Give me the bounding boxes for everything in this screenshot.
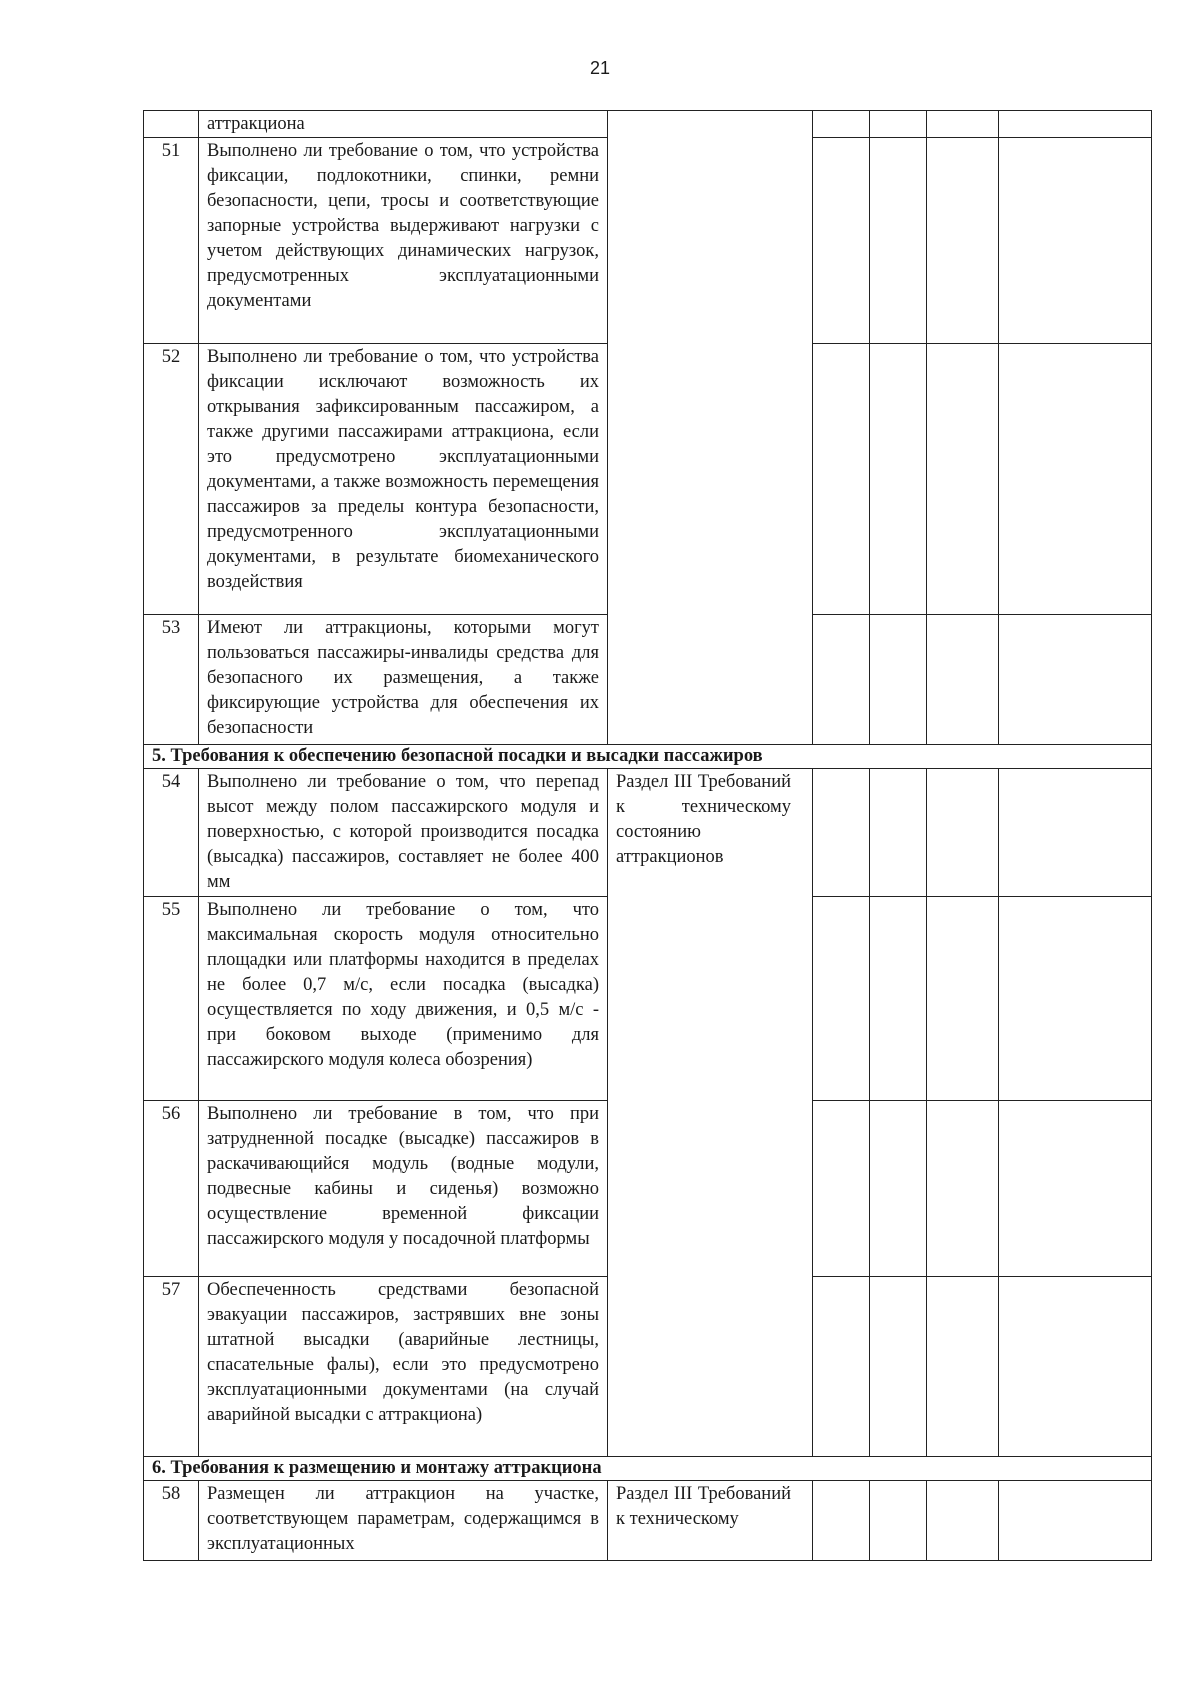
answer-na-cell	[927, 1277, 999, 1457]
answer-yes-cell	[813, 615, 870, 745]
answer-no-cell	[870, 769, 927, 897]
note-cell	[999, 138, 1152, 344]
answer-no-cell	[870, 138, 927, 344]
answer-yes-cell	[813, 344, 870, 615]
row-number: 55	[144, 897, 199, 1101]
question-text: Выполнено ли требование в том, что при затрудненной посадке (высадке) пассажиров в раскачивающийся модуль (водные модули, подвесные кабины и сиденья) возможно осуществление временной фиксации пассажирского модуля у посадочной платформы	[199, 1101, 608, 1277]
answer-yes-cell	[813, 111, 870, 138]
reference-text: Раздел III Требований к техническому состоянию аттракционов	[616, 772, 791, 867]
question-text: Имеют ли аттракционы, которыми могут пользоваться пассажиры-инвалиды средства для безопасного их размещения, а также фиксирующие устройства для обеспечения их безопасности	[199, 615, 608, 745]
section-header-5	[144, 745, 1152, 769]
note-cell	[999, 897, 1152, 1101]
answer-na-cell	[927, 615, 999, 745]
question-text: Размещен ли аттракцион на участке, соответствующем параметрам, содержащимся в эксплуатационных	[199, 1481, 608, 1561]
question-text: Выполнено ли требование о том, что устройства фиксации, подлокотники, спинки, ремни безопасности, цепи, тросы и соответствующие запорные устройства выдерживают нагрузки с учетом действующих динамических нагрузок, предусмотренных эксплуатационными документами	[199, 138, 608, 344]
answer-na-cell	[927, 1101, 999, 1277]
note-cell	[999, 1481, 1152, 1561]
row-number: 56	[144, 1101, 199, 1277]
reference-cell	[608, 111, 813, 745]
note-cell	[999, 344, 1152, 615]
answer-no-cell	[870, 615, 927, 745]
answer-yes-cell	[813, 1277, 870, 1457]
section-header-6	[144, 1457, 1152, 1481]
answer-yes-cell	[813, 897, 870, 1101]
note-cell	[999, 1277, 1152, 1457]
question-cell: аттракциона	[199, 111, 608, 138]
answer-yes-cell	[813, 1101, 870, 1277]
table-row	[144, 769, 1152, 897]
reference-text: Раздел III Требований к техническому	[616, 1484, 791, 1529]
answer-na-cell	[927, 1481, 999, 1561]
checklist-table	[143, 110, 1152, 1561]
section-title: 6. Требования к размещению и монтажу аттракциона	[144, 1457, 1152, 1481]
reference-cell	[608, 1481, 813, 1561]
reference-cell	[608, 769, 813, 1457]
note-cell	[999, 769, 1152, 897]
answer-na-cell	[927, 138, 999, 344]
question-text: Обеспеченность средствами безопасной эвакуации пассажиров, застрявших вне зоны штатной высадки (аварийные лестницы, спасательные фалы), если это предусмотрено эксплуатационными документами (на случай аварийной высадки с аттракциона)	[199, 1277, 608, 1457]
answer-na-cell	[927, 111, 999, 138]
question-text: Выполнено ли требование о том, что устройства фиксации исключают возможность их открывания зафиксированным пассажиром, а также другими пассажирами аттракциона, если это предусмотрено эксплуатационными документами, а также возможность перемещения пассажиров за пределы контура безопасности, предусмотренного эксплуатационными документами, в результате биомеханического воздействия	[199, 344, 608, 615]
answer-no-cell	[870, 1101, 927, 1277]
answer-no-cell	[870, 1481, 927, 1561]
section-title: 5. Требования к обеспечению безопасной посадки и высадки пассажиров	[144, 745, 1152, 769]
page-number: 21	[589, 58, 611, 78]
table-row-continuation	[144, 111, 1152, 138]
answer-no-cell	[870, 111, 927, 138]
row-number: 53	[144, 615, 199, 745]
table-row	[144, 1481, 1152, 1561]
row-number: 57	[144, 1277, 199, 1457]
row-number-cell	[144, 111, 199, 138]
answer-no-cell	[870, 897, 927, 1101]
row-number: 52	[144, 344, 199, 615]
answer-na-cell	[927, 897, 999, 1101]
answer-yes-cell	[813, 138, 870, 344]
row-number: 58	[144, 1481, 199, 1561]
question-text: Выполнено ли требование о том, что максимальная скорость модуля относительно площадки или платформы находится в пределах не более 0,7 м/с, если посадка (высадка) осуществляется по ходу движения, и 0,5 м/с - при боковом выходе (применимо для пассажирского модуля колеса обозрения)	[199, 897, 608, 1101]
row-number: 54	[144, 769, 199, 897]
note-cell	[999, 111, 1152, 138]
row-number: 51	[144, 138, 199, 344]
answer-yes-cell	[813, 769, 870, 897]
answer-na-cell	[927, 344, 999, 615]
answer-na-cell	[927, 769, 999, 897]
question-text: Выполнено ли требование о том, что перепад высот между полом пассажирского модуля и поверхностью, с которой производится посадка (высадка) пассажиров, составляет не более 400 мм	[199, 769, 608, 897]
note-cell	[999, 615, 1152, 745]
note-cell	[999, 1101, 1152, 1277]
answer-no-cell	[870, 1277, 927, 1457]
answer-yes-cell	[813, 1481, 870, 1561]
answer-no-cell	[870, 344, 927, 615]
